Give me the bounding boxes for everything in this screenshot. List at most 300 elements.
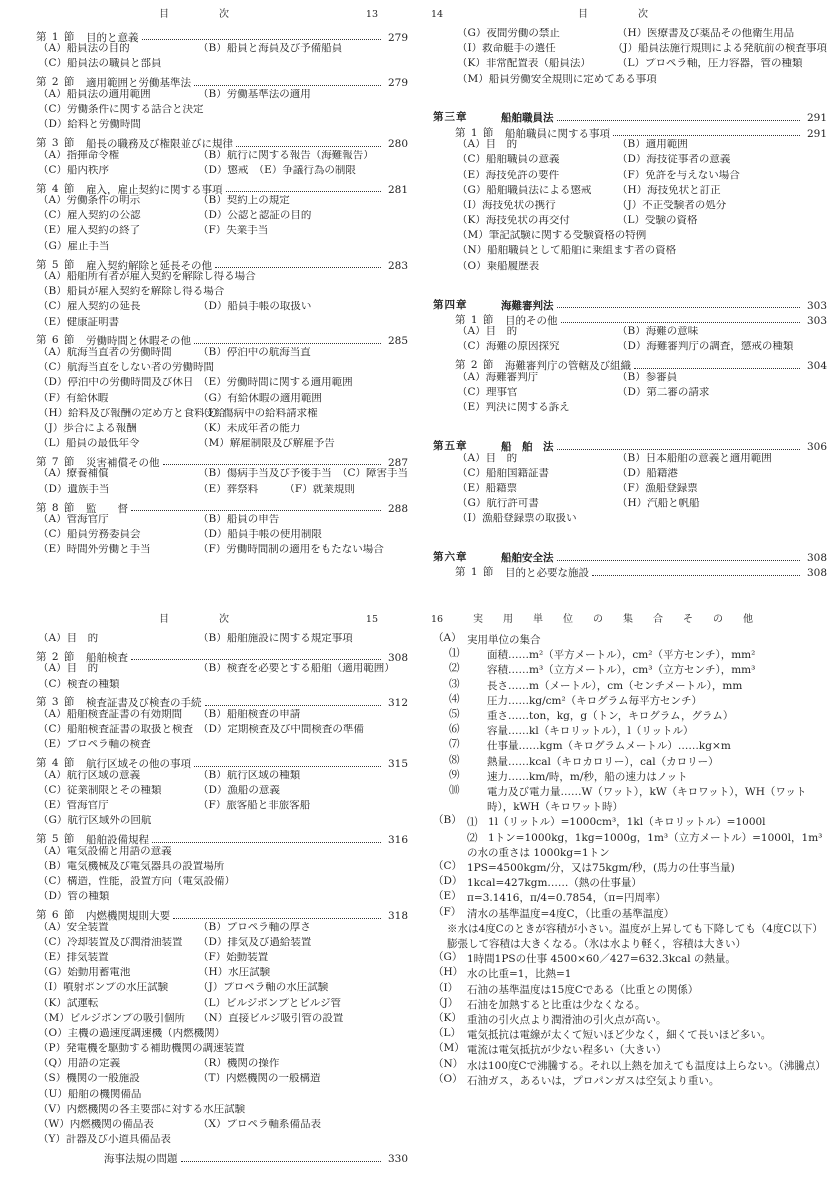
subsection-item: （B）海難の意味 bbox=[617, 326, 699, 338]
entry-key: ⑽ bbox=[449, 784, 460, 797]
entry-number: 第 2 節 bbox=[455, 359, 495, 372]
entry-text: 1PS=4500kgm/分，又は75kgm/秒，(馬力の仕事当量) bbox=[467, 862, 735, 875]
subsection-item: （A）電気設備と用語の意義 bbox=[38, 845, 172, 857]
entry-page: 308 bbox=[806, 552, 827, 564]
dot-leader bbox=[226, 191, 382, 192]
page-title: 目 次 bbox=[578, 9, 668, 20]
unit-entry bbox=[419, 1013, 827, 1028]
subsection-item: （C）船舶職員の意義 bbox=[457, 154, 560, 166]
subsection-item: （C）航海当直をしない者の労働時間 bbox=[38, 362, 215, 374]
subsection-item: （L）プロペラ軸，圧力容器，管の種類 bbox=[617, 58, 803, 70]
spacer bbox=[419, 538, 827, 548]
entry-text: ⑵ 1トン=1000kg，1kg=1000g，1m³（立方メートル）=1000l，1m³ の水の重さは 1000kg=1トン bbox=[467, 831, 823, 859]
subsection-item: （L）ビルジポンプとビルジ管 bbox=[198, 997, 341, 1009]
dot-leader bbox=[163, 464, 382, 465]
unit-entry bbox=[419, 967, 827, 982]
unit-entry bbox=[419, 815, 827, 830]
section-entry bbox=[419, 124, 827, 139]
subsection-item: （A）目 的 bbox=[38, 633, 99, 644]
subsection-item: （A）海難審判庁 bbox=[457, 371, 539, 383]
subsection-item: （V）内燃機関の各主要部に対する水圧試験 bbox=[38, 1103, 246, 1115]
subsection-row bbox=[0, 89, 408, 104]
entry-text: 1時間1PSの仕事 4500×60／427=632.3kcal の熱量。 bbox=[467, 953, 736, 966]
page-16 bbox=[419, 605, 827, 1195]
entry-page: 306 bbox=[806, 441, 827, 453]
subsection-row bbox=[419, 154, 827, 169]
entry-key: （H） bbox=[433, 966, 464, 979]
entry-title: 海難審判法 bbox=[501, 299, 554, 311]
subsection-item: （D）遺族手当 bbox=[38, 483, 110, 495]
subsection-row bbox=[0, 709, 408, 724]
entry-title: 雇入契約解除と延長その他 bbox=[86, 259, 212, 271]
entry-text: 電力及び電力量……W（ワット），kW（キロワット），WH（ワット時），kWH（キロワット時） bbox=[487, 786, 807, 814]
unit-entry bbox=[419, 755, 827, 770]
subsection-item: （Y）計器及び小道具備品表 bbox=[38, 1134, 171, 1146]
dot-leader bbox=[557, 120, 801, 121]
subsection-item: （E）雇入契約の終了 bbox=[38, 225, 141, 237]
subsection-row bbox=[419, 185, 827, 200]
section-entry bbox=[0, 1149, 408, 1164]
subsection-item: （E）葬祭料 （F）就業規則 bbox=[198, 483, 355, 495]
unit-entry bbox=[419, 983, 827, 998]
entry-number: 第 8 節 bbox=[36, 501, 76, 514]
unit-entry bbox=[419, 1074, 827, 1089]
subsection-item: （B）参審員 bbox=[617, 371, 678, 383]
subsection-row bbox=[0, 1104, 408, 1119]
subsection-item: （B）適用範囲 bbox=[617, 139, 688, 151]
subsection-item: （B）船舶施設に関する規定事項 bbox=[198, 633, 353, 644]
subsection-row bbox=[0, 43, 408, 58]
subsection-item: （A）指揮命令権 bbox=[38, 149, 120, 161]
entry-page: 283 bbox=[387, 259, 408, 271]
entry-title: 目的その他 bbox=[505, 314, 558, 327]
entry-text: 重さ……ton，kg，g（トン，キログラム，グラム） bbox=[487, 710, 734, 723]
entry-key: （O） bbox=[433, 1072, 463, 1085]
section-entry bbox=[0, 256, 408, 271]
subsection-item: （I）救命艇手の選任 bbox=[457, 43, 556, 55]
subsection-item: （F）失業手当 bbox=[198, 225, 269, 237]
entry-text: ※水は4度Cのときが容積が小さい。温度が上昇しても下降しても（4度C以下）膨張して容積は大きくなる。（氷は水より軽く，容積は大きい） bbox=[447, 922, 823, 951]
unit-entry bbox=[419, 709, 827, 724]
subsection-item: （A）療養補償 bbox=[38, 468, 109, 480]
subsection-item: （B）傷病手当及び予後手当 （C）障害手当 bbox=[198, 468, 408, 480]
entry-key: （I） bbox=[433, 981, 459, 994]
subsection-item: （B）船舶検査の申請 bbox=[198, 708, 301, 720]
entry-number: 第六章 bbox=[433, 551, 468, 564]
page-number: 13 bbox=[365, 9, 378, 20]
subsection-item: （C）海難の原因探究 bbox=[457, 341, 560, 353]
entry-number: 第 4 節 bbox=[36, 182, 76, 195]
subsection-row bbox=[0, 210, 408, 225]
subsection-row bbox=[419, 326, 827, 341]
spacer bbox=[419, 528, 827, 538]
entry-page: 308 bbox=[387, 651, 408, 664]
subsection-item: （T）内燃機関の一般構造 bbox=[198, 1073, 321, 1085]
subsection-row bbox=[419, 28, 827, 43]
entry-text: 石油を加熱すると比重は少なくなる。 bbox=[467, 998, 646, 1011]
subsection-row bbox=[0, 922, 408, 937]
subsection-item: （B）検査を必要とする船舶（適用範囲） bbox=[198, 663, 395, 675]
entry-key: ⑶ bbox=[449, 677, 460, 690]
entry-title: 海難審判庁の管轄及び組織 bbox=[505, 360, 631, 372]
subsection-item: （D）給料と労働時間 bbox=[38, 119, 141, 131]
subsection-item: （F）労働時間制の適用をもたない場合 bbox=[198, 544, 384, 556]
entry-key: （F） bbox=[433, 905, 462, 918]
page-body bbox=[419, 633, 827, 1089]
chapter-entry bbox=[419, 109, 827, 124]
subsection-item: （D）公認と認証の目的 bbox=[198, 210, 312, 222]
page-title: 実用単位の集合その他 bbox=[473, 614, 773, 625]
entry-key: ⑷ bbox=[449, 692, 460, 705]
subsection-item: （A）目 的 bbox=[457, 452, 518, 464]
subsection-row bbox=[0, 1013, 408, 1028]
subsection-row bbox=[0, 347, 408, 362]
subsection-item: （A）航行区域の意義 bbox=[38, 769, 141, 781]
entry-key: （D） bbox=[433, 875, 463, 888]
subsection-row bbox=[0, 800, 408, 815]
spacer bbox=[419, 276, 827, 286]
subsection-row bbox=[0, 679, 408, 694]
entry-key: （B） bbox=[433, 814, 462, 827]
subsection-item: （M）船員労働安全規則に定めてある事項 bbox=[457, 73, 657, 85]
page-number: 14 bbox=[431, 9, 444, 20]
entry-number: 第 6 節 bbox=[36, 909, 76, 922]
subsection-item: （I）傷病中の給料請求権 bbox=[198, 407, 318, 419]
subsection-item: （D）船員手帳の使用制限 bbox=[198, 529, 322, 541]
subsection-row bbox=[0, 785, 408, 800]
entry-number: 第 5 節 bbox=[36, 258, 76, 271]
subsection-row bbox=[0, 967, 408, 982]
entry-page: 279 bbox=[387, 31, 408, 44]
entry-page: 303 bbox=[806, 314, 827, 327]
entry-title: 船舶検査 bbox=[86, 651, 128, 664]
entry-title: 検査証書及び検査の手続 bbox=[86, 697, 202, 709]
entry-text: 電流は電気抵抗が少ない程多い（大きい） bbox=[467, 1044, 667, 1057]
subsection-item: （G）始動用蓄電池 bbox=[38, 967, 131, 979]
unit-entry bbox=[419, 679, 827, 694]
subsection-row bbox=[0, 423, 408, 438]
subsection-item: （C）雇入契約の延長 bbox=[38, 301, 141, 313]
subsection-row bbox=[0, 937, 408, 952]
entry-key: （M） bbox=[433, 1042, 465, 1055]
subsection-item: （C）船舶検査証書の取扱と検査 bbox=[38, 724, 194, 736]
subsection-item: （G）有給休暇の適用範囲 bbox=[198, 392, 322, 404]
entry-number: 第 2 節 bbox=[36, 650, 76, 663]
unit-entry bbox=[419, 861, 827, 876]
entry-page: 303 bbox=[806, 299, 827, 311]
subsection-row bbox=[419, 372, 827, 387]
subsection-item: （W）内燃機関の備品表 bbox=[38, 1119, 154, 1130]
subsection-item: （C）構造，性能，設置方向（電気設備） bbox=[38, 876, 236, 887]
entry-title: 船舶安全法 bbox=[501, 552, 554, 564]
entry-text: 1kcal=427kgm……（熱の仕事量） bbox=[467, 877, 642, 890]
subsection-item: （D）漁船の意義 bbox=[198, 784, 280, 796]
subsection-item: （A）安全装置 bbox=[38, 921, 109, 933]
dot-leader bbox=[205, 705, 382, 706]
subsection-row bbox=[0, 241, 408, 256]
spacer bbox=[419, 286, 827, 296]
subsection-item: （E）海技免許の要件 bbox=[457, 169, 560, 181]
subsection-item: （A）目 的 bbox=[38, 663, 99, 675]
subsection-item: （G）船舶職員法による懲戒 bbox=[457, 184, 592, 196]
subsection-item: （B）プロペラ軸の厚さ bbox=[198, 921, 311, 933]
subsection-row bbox=[0, 150, 408, 165]
subsection-item: （C）冷却装置及び潤滑油装置 bbox=[38, 936, 183, 948]
dot-leader bbox=[592, 575, 800, 576]
subsection-row bbox=[0, 1043, 408, 1058]
entry-key: （J） bbox=[433, 996, 459, 1009]
chapter-entry bbox=[419, 296, 827, 311]
entry-title: 船 舶 法 bbox=[501, 441, 554, 453]
unit-entry bbox=[419, 922, 827, 952]
page-header bbox=[0, 10, 408, 24]
subsection-row bbox=[419, 215, 827, 230]
subsection-row bbox=[0, 301, 408, 316]
subsection-item: （A）船舶所有者が雇入契約を解除し得る場合 bbox=[38, 271, 256, 282]
dot-leader bbox=[194, 766, 381, 767]
unit-entry bbox=[419, 952, 827, 967]
subsection-row bbox=[0, 58, 408, 73]
subsection-item: （D）第二審の請求 bbox=[617, 386, 710, 398]
entry-key: ⑵ bbox=[449, 662, 460, 675]
entry-title: 船舶設備規程 bbox=[86, 834, 149, 846]
subsection-row bbox=[0, 1028, 408, 1043]
subsection-item: （D）船員手帳の取扱い bbox=[198, 301, 312, 313]
entry-text: 圧力……kg/cm²（キログラム毎平方センチ） bbox=[487, 694, 703, 707]
entry-title: 監 督 bbox=[86, 502, 128, 514]
subsection-row bbox=[0, 165, 408, 180]
subsection-item: （F）旅客船と非旅客船 bbox=[198, 800, 311, 812]
entry-number: 第 4 節 bbox=[36, 757, 76, 770]
entry-page: 291 bbox=[806, 127, 827, 140]
subsection-item: （K）未成年者の能力 bbox=[198, 422, 301, 434]
dot-leader bbox=[142, 39, 382, 40]
page-header bbox=[419, 10, 827, 24]
page-header bbox=[0, 615, 408, 629]
subsection-row bbox=[0, 529, 408, 544]
subsection-row bbox=[0, 846, 408, 861]
subsection-item: （F）有給休暇 bbox=[38, 392, 109, 404]
subsection-item: （C）労働条件に関する話合と決定 bbox=[38, 103, 204, 115]
dot-leader bbox=[173, 918, 381, 919]
subsection-row bbox=[0, 1119, 408, 1134]
subsection-item: （R）機関の操作 bbox=[198, 1058, 280, 1070]
dot-leader bbox=[557, 307, 801, 308]
subsection-item: （E）健康証明書 bbox=[38, 316, 120, 328]
subsection-row bbox=[0, 195, 408, 210]
subsection-row bbox=[0, 225, 408, 240]
entry-key: ⑺ bbox=[449, 738, 460, 751]
dot-leader bbox=[194, 85, 381, 86]
subsection-item: （F）漁船登録票 bbox=[617, 482, 698, 494]
subsection-item: （J）歩合による報酬 bbox=[38, 422, 137, 434]
entry-key: （E） bbox=[433, 890, 462, 903]
section-entry bbox=[419, 564, 827, 579]
subsection-item: （J）プロペラ軸の水圧試験 bbox=[198, 982, 329, 994]
subsection-row bbox=[0, 876, 408, 891]
entry-number: 第 6 節 bbox=[36, 334, 76, 347]
page-13 bbox=[0, 0, 408, 590]
entry-number: 第四章 bbox=[433, 298, 468, 311]
entry-page: 315 bbox=[387, 758, 408, 770]
subsection-item: （D）管の種類 bbox=[38, 891, 110, 903]
entry-text: 長さ……m（メートル），cm（センチメートル），mm bbox=[487, 679, 743, 692]
subsection-item: （Q）用語の定義 bbox=[38, 1058, 121, 1070]
subsection-item: （H）海技免状と訂正 bbox=[617, 184, 721, 196]
subsection-item: （C）船舶国籍証書 bbox=[457, 467, 550, 479]
dot-leader bbox=[561, 322, 801, 323]
dot-leader bbox=[181, 1161, 382, 1162]
subsection-row bbox=[419, 58, 827, 73]
subsection-row bbox=[0, 861, 408, 876]
entry-page: 287 bbox=[387, 456, 408, 469]
section-entry bbox=[419, 311, 827, 326]
subsection-row bbox=[419, 139, 827, 154]
subsection-item: （B）航行区域の種類 bbox=[198, 769, 301, 781]
subsection-item: （B）労働基準法の適用 bbox=[198, 88, 311, 100]
spacer bbox=[419, 89, 827, 99]
entry-number: 第 2 節 bbox=[36, 76, 76, 89]
subsection-item: （E）排気装置 bbox=[38, 951, 109, 963]
subsection-row bbox=[0, 891, 408, 906]
subsection-item: （B）日本船舶の意義と適用範囲 bbox=[617, 452, 772, 464]
subsection-row bbox=[419, 74, 827, 89]
subsection-item: （N）直接ビルジ吸引管の設置 bbox=[198, 1012, 344, 1024]
entry-text: 仕事量……kgm（キログラムメートル）……kg×m bbox=[487, 740, 731, 753]
subsection-row bbox=[0, 362, 408, 377]
subsection-item: （M）ビルジポンプの吸引個所 bbox=[38, 1012, 185, 1024]
subsection-item: （B）契約上の規定 bbox=[198, 195, 290, 207]
subsection-item: （O）主機の過速度調速機（内燃機関） bbox=[38, 1027, 226, 1039]
entry-number: 第三章 bbox=[433, 111, 468, 124]
entry-page: 291 bbox=[806, 112, 827, 124]
subsection-row bbox=[0, 317, 408, 332]
page-body bbox=[0, 28, 408, 560]
subsection-item: （E）時間外労働と手当 bbox=[38, 544, 151, 556]
entry-key: （K） bbox=[433, 1012, 462, 1025]
subsection-row bbox=[419, 261, 827, 276]
subsection-row bbox=[419, 170, 827, 185]
subsection-item: （K）試運転 bbox=[38, 997, 99, 1009]
entry-title: 海事法規の問題 bbox=[104, 1153, 178, 1165]
section-entry bbox=[0, 499, 408, 514]
subsection-row bbox=[0, 1134, 408, 1149]
entry-key: ⑸ bbox=[449, 708, 460, 721]
subsection-row bbox=[0, 982, 408, 997]
entry-text: ⑴ 1l（リットル）=1000cm³，1kl（キロリットル）=1000l bbox=[467, 816, 766, 829]
subsection-row bbox=[0, 815, 408, 830]
entry-title: 適用範囲と労働基準法 bbox=[86, 77, 191, 89]
subsection-item: （K）非常配置表（船員法） bbox=[457, 58, 591, 70]
page-number: 15 bbox=[365, 614, 378, 625]
subsection-item: （B）船員と海員及び予備船員 bbox=[198, 43, 343, 55]
subsection-item: （E）管海官庁 bbox=[38, 800, 109, 812]
subsection-item: （I）噴射ポンプの水圧試験 bbox=[38, 982, 169, 994]
entry-page: 330 bbox=[387, 1153, 408, 1165]
entry-number: 第 3 節 bbox=[36, 137, 76, 149]
entry-number: 第 3 節 bbox=[36, 696, 76, 709]
entry-key: （N） bbox=[433, 1057, 464, 1070]
entry-title: 船舶職員に関する事項 bbox=[505, 127, 610, 140]
section-entry bbox=[0, 830, 408, 845]
entry-number: 第五章 bbox=[433, 440, 468, 452]
entry-text: π=3.1416，π/4=0.7854，（π=円周率） bbox=[467, 892, 667, 905]
entry-page: 279 bbox=[387, 77, 408, 89]
subsection-item: （C）船内秩序 bbox=[38, 164, 110, 176]
page-title: 目 次 bbox=[159, 9, 249, 20]
subsection-item: （S）機関の一般施設 bbox=[38, 1073, 140, 1085]
unit-entry bbox=[419, 663, 827, 678]
subsection-row bbox=[0, 544, 408, 559]
subsection-item: （B）航行に関する報告（海難報告） bbox=[198, 149, 374, 161]
dot-leader bbox=[613, 135, 800, 136]
subsection-item: （E）判決に関する訴え bbox=[457, 402, 570, 414]
subsection-item: （A）航海当直者の労働時間 bbox=[38, 346, 172, 358]
subsection-item: （D）海難審判庁の調査，懲戒の種類 bbox=[617, 341, 794, 353]
subsection-row bbox=[419, 245, 827, 260]
subsection-item: （L）受験の資格 bbox=[617, 215, 698, 227]
subsection-item: （D）海技従事者の意義 bbox=[617, 154, 731, 166]
entry-key: ⑻ bbox=[449, 753, 460, 766]
subsection-item: （F）始動装置 bbox=[198, 951, 269, 963]
subsection-item: （B）船員の申告 bbox=[198, 514, 280, 525]
subsection-row bbox=[419, 513, 827, 528]
entry-text: 石油ガス，あるいは，プロパンガスは空気より重い。 bbox=[467, 1074, 720, 1087]
unit-entry bbox=[419, 1043, 827, 1058]
subsection-row bbox=[0, 393, 408, 408]
subsection-item: （I）漁船登録票の取扱い bbox=[457, 513, 577, 525]
unit-entry bbox=[419, 876, 827, 891]
entry-text: 清水の基準温度=4度C，（比重の基準温度） bbox=[467, 907, 675, 920]
subsection-row bbox=[0, 952, 408, 967]
spacer bbox=[419, 417, 827, 427]
subsection-item: （G）航行区域外の回航 bbox=[38, 815, 152, 827]
subsection-row bbox=[0, 408, 408, 423]
entry-number: 第 1 節 bbox=[455, 313, 495, 326]
subsection-item: （C）船員法の職員と部員 bbox=[38, 58, 162, 70]
unit-entry bbox=[419, 785, 827, 815]
subsection-item: （A）目 的 bbox=[457, 326, 518, 338]
subsection-item: （B）電気機械及び電気器具の設置場所 bbox=[38, 860, 225, 872]
subsection-item: （B）停泊中の航海当直 bbox=[198, 346, 311, 358]
entry-text: 水の比重=1，比熱=1 bbox=[467, 968, 572, 981]
dot-leader bbox=[236, 146, 381, 147]
subsection-row bbox=[419, 498, 827, 513]
entry-text: 面積……m²（平方メートル），cm²（平方センチ），mm² bbox=[487, 649, 756, 662]
subsection-item: （L）船員の最低年令 bbox=[38, 438, 140, 450]
unit-entry bbox=[419, 998, 827, 1013]
subsection-item: （O）乗船履歴表 bbox=[457, 260, 540, 272]
subsection-item: （H）汽船と帆船 bbox=[617, 498, 700, 510]
entry-title: 目的と必要な施設 bbox=[505, 567, 589, 579]
dot-leader bbox=[557, 449, 801, 450]
subsection-item: （E）船籍票 bbox=[457, 482, 518, 494]
subsection-item: （N）船舶職員として船舶に乗組ます者の資格 bbox=[457, 245, 677, 257]
chapter-entry bbox=[419, 437, 827, 452]
subsection-row bbox=[0, 1089, 408, 1104]
section-entry bbox=[0, 755, 408, 770]
subsection-row bbox=[0, 724, 408, 739]
subsection-item: （J）船員法施行規則による発航前の検査事項 bbox=[612, 43, 827, 55]
subsection-item: （M）解雇制限及び解雇予告 bbox=[198, 438, 335, 450]
subsection-row bbox=[419, 468, 827, 483]
dot-leader bbox=[634, 368, 800, 369]
unit-entry bbox=[419, 739, 827, 754]
subsection-row bbox=[419, 387, 827, 402]
entry-number: 第 1 節 bbox=[455, 126, 495, 139]
subsection-item: （D）定期検査及び中間検査の準備 bbox=[198, 724, 364, 736]
subsection-row bbox=[0, 514, 408, 529]
